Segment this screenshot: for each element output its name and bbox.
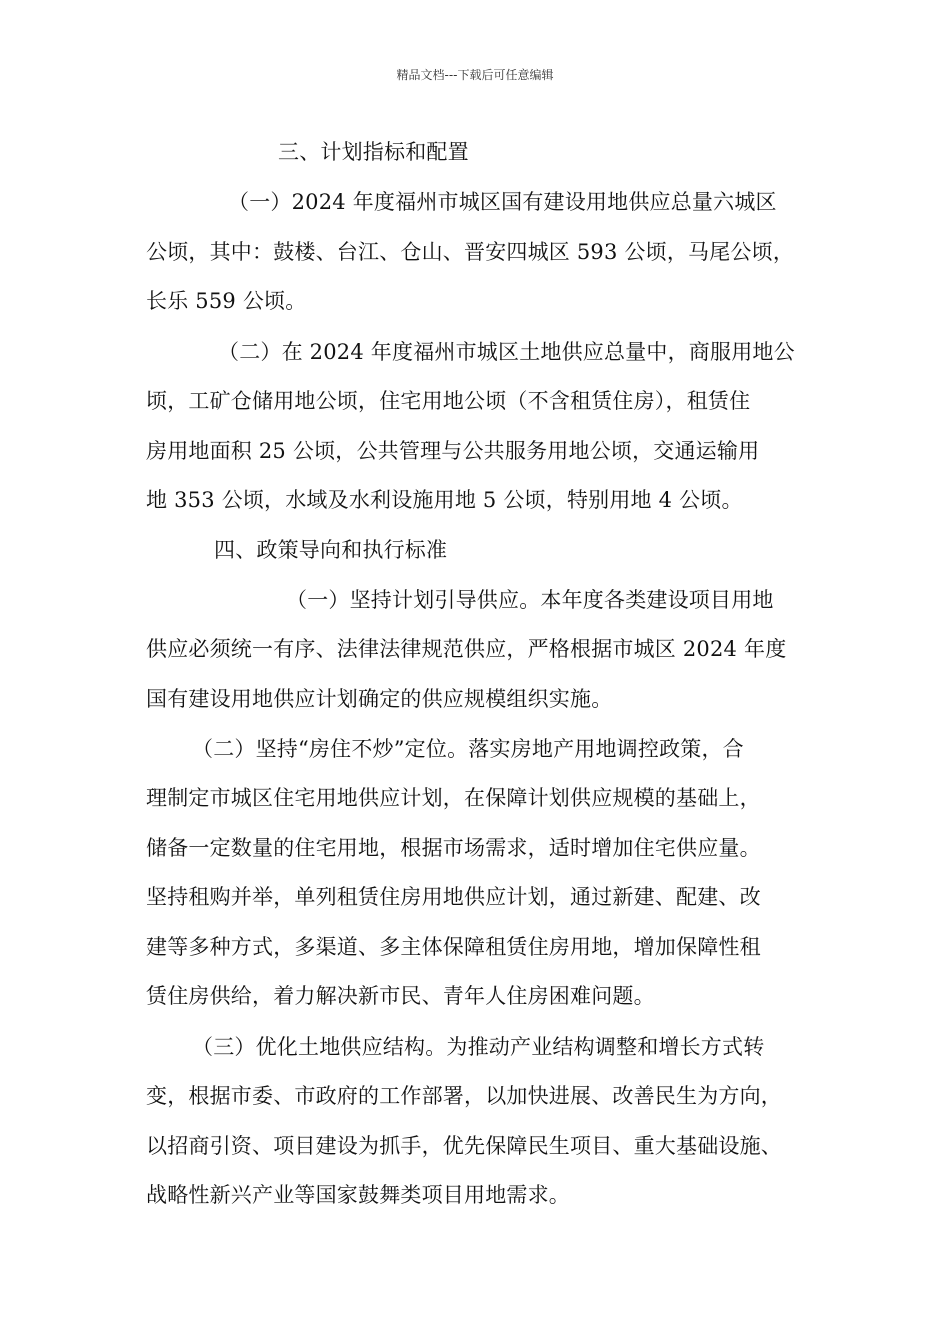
- paragraph-line: （一）2024 年度福州市城区国有建设用地供应总量六城区: [228, 190, 777, 214]
- paragraph-line: 地 353 公顷，水域及水利设施用地 5 公顷，特别用地 4 公顷。: [146, 488, 743, 512]
- paragraph-line: （二）坚持“房住不炒”定位。落实房地产用地调控政策，合: [192, 737, 744, 761]
- paragraph-line: 公顷，其中：鼓楼、台江、仓山、晋安四城区 593 公顷，马尾公顷，: [146, 240, 795, 264]
- paragraph-line: 长乐 559 公顷。: [146, 289, 307, 313]
- page-header: 精品文档---下载后可任意编辑: [396, 68, 554, 82]
- paragraph-line: 战略性新兴产业等国家鼓舞类项目用地需求。: [146, 1183, 570, 1207]
- paragraph-line: 房用地面积 25 公顷，公共管理与公共服务用地公顷，交通运输用: [146, 439, 760, 463]
- paragraph-line: 顷，工矿仓储用地公顷，住宅用地公顷（不含租赁住房），租赁住: [146, 389, 751, 413]
- paragraph-line: 变，根据市委、市政府的工作部署，以加快进展、改善民生为方向，: [146, 1084, 782, 1108]
- paragraph-line: （二）在 2024 年度福州市城区土地供应总量中，商服用地公: [218, 340, 795, 364]
- paragraph-line: 理制定市城区住宅用地供应计划，在保障计划供应规模的基础上，: [146, 786, 761, 810]
- paragraph-line: 赁住房供给，着力解决新市民、青年人住房困难问题。: [146, 984, 655, 1008]
- paragraph-line: 储备一定数量的住宅用地，根据市场需求，适时增加住宅供应量。: [146, 836, 761, 860]
- paragraph-line: （一）坚持计划引导供应。本年度各类建设项目用地: [286, 588, 774, 612]
- paragraph-line: （三）优化土地供应结构。为推动产业结构调整和增长方式转: [192, 1035, 765, 1059]
- paragraph-line: 以招商引资、项目建设为抓手，优先保障民生项目、重大基础设施、: [146, 1134, 782, 1158]
- section-heading-3: 三、计划指标和配置: [278, 140, 469, 164]
- section-heading-4: 四、政策导向和执行标准: [214, 538, 448, 562]
- paragraph-line: 国有建设用地供应计划确定的供应规模组织实施。: [146, 687, 613, 711]
- paragraph-line: 供应必须统一有序、法律法律规范供应，严格根据市城区 2024 年度: [146, 637, 787, 661]
- paragraph-line: 建等多种方式，多渠道、多主体保障租赁住房用地，增加保障性租: [146, 935, 761, 959]
- paragraph-line: 坚持租购并举，单列租赁住房用地供应计划，通过新建、配建、改: [146, 885, 761, 909]
